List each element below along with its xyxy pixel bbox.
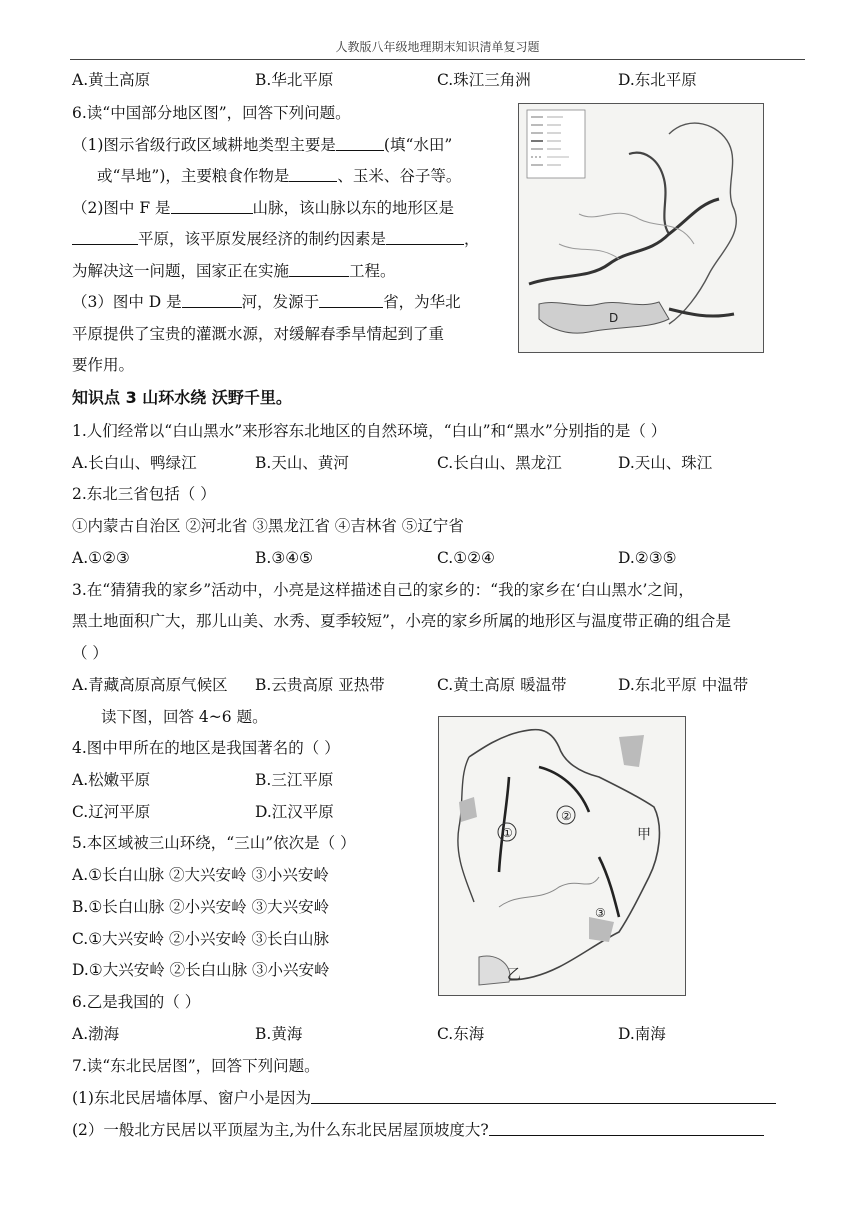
map-label-3: ③ [595,906,606,920]
q2-items: ①内蒙古自治区 ②河北省 ③黑龙江省 ④吉林省 ⑤辽宁省 [72,517,464,535]
q2-option-c: C.①②④ [437,549,495,567]
map-great-wall-line [529,199,719,284]
q6-title: 6.读“中国部分地区图”，回答下列问题。 [72,104,351,122]
map-label-d: D [609,311,619,325]
q5-option-c: C.①大兴安岭 ②小兴安岭 ③长白山脉 [72,930,329,948]
map-province-border [499,877,599,907]
map-border-east [669,123,736,324]
q6-part1-line1: （1)图示省级行政区域耕地类型主要是 (填“水田” [72,136,453,154]
q3-option-a: A.青藏高原高原气候区 [72,676,228,694]
q6b-stem: 6.乙是我国的（ ） [72,993,201,1011]
q1-option-d: D.天山、珠江 [618,454,713,472]
map-label-yi: 乙 [507,967,521,983]
map-mountain-1 [499,777,509,872]
q6-part2-line2: 平原，该平原发展经济的制约因素是 ， [72,229,480,249]
map-legend-box [527,110,585,178]
q6b-option-a: A.渤海 [72,1025,120,1043]
q6-part1-line2: 或“旱地”)，主要粮食作物是 、玉米、谷子等。 [97,167,462,185]
q3-line3: （ ） [72,644,108,662]
map-label-2: ② [561,809,572,823]
prev-option-a: A.黄土高原 [72,71,151,89]
q6-part3-line1: （3）图中 D 是 河，发源于 省，为华北 [72,293,461,311]
map-mountain-2 [539,767,589,812]
q6b-option-b: B.黄海 [255,1025,303,1043]
map-region-border [458,757,474,902]
answer-blank [386,229,464,245]
q7-part2: (2）一般北方民居以平顶屋为主,为什么东北民居屋顶坡度大? [72,1120,764,1140]
q2-option-a: A.①②③ [72,549,130,567]
map-river-basin [539,302,669,333]
answer-blank [311,1088,776,1104]
answer-blank [182,292,242,308]
q4-stem: 4.图中甲所在的地区是我国著名的（ ） [72,739,340,757]
prev-option-d: D.东北平原 [618,71,697,89]
answer-blank [289,261,349,277]
q4-option-a: A.松嫩平原 [72,771,151,789]
q7-stem: 7.读“东北民居图”，回答下列问题。 [72,1057,320,1075]
q5-option-b: B.①长白山脉 ②小兴安岭 ③大兴安岭 [72,898,330,916]
q3-option-c: C.黄土高原 暖温带 [437,676,567,694]
q3-option-d: D.东北平原 中温带 [618,676,749,694]
q3-option-b: B.云贵高原 亚热带 [255,676,385,694]
map-northeast [438,716,686,996]
map-sea-area [479,956,510,985]
map-hatch-area [619,735,644,767]
prev-option-b: B.华北平原 [255,71,334,89]
map-province-border [579,213,694,244]
map-mountain-range [629,153,669,234]
q4-option-d: D.江汉平原 [255,803,334,821]
q1-option-c: C.长白山、黑龙江 [437,454,562,472]
section-title: 知识点 3 山环水绕 沃野千里。 [72,388,292,407]
q4-option-b: B.三江平原 [255,771,334,789]
answer-blank [72,229,138,245]
header-divider [70,59,805,60]
q6-part2-line3: 为解决这一问题，国家正在实施 工程。 [72,262,396,280]
q6b-option-d: D.南海 [618,1025,666,1043]
q7-part1: (1)东北民居墙体厚、窗户小是因为 [72,1088,776,1108]
map-china-region-svg [519,104,763,352]
map-label-jia: 甲 [637,827,651,843]
q6-part3-line3: 要作用。 [72,356,135,374]
q6b-option-c: C.东海 [437,1025,485,1043]
answer-blank [489,1120,764,1136]
q1-stem: 1.人们经常以“白山黑水”来形容东北地区的自然环境，“白山”和“黑水”分别指的是（ ） [72,422,667,440]
map-intro: 读下图，回答 4~6 题。 [101,708,268,726]
q3-line2: 黑土地面积广大，那儿山美、水秀、夏季较短”，小亮的家乡所属的地形区与温度带正确的组合是 [72,612,731,630]
q1-option-b: B.天山、黄河 [255,454,349,472]
prev-option-c: C.珠江三角洲 [437,71,531,89]
answer-blank [336,135,384,151]
page-header: 人教版八年级地理期末知识清单复习题 [335,40,540,54]
q6-part3-line2: 平原提供了宝贵的灌溉水源，对缓解春季旱情起到了重 [72,325,445,343]
q2-option-b: B.③④⑤ [255,549,314,567]
q6-part2-line1: （2)图中 F 是 山脉，该山脉以东的地形区是 [72,199,455,217]
map-hatch-area [589,917,614,942]
map-region-border [469,730,659,980]
q2-option-d: D.②③⑤ [618,549,677,567]
answer-blank [319,292,383,308]
map-label-1: ① [502,826,513,840]
q5-option-a: A.①长白山脉 ②大兴安岭 ③小兴安岭 [72,866,329,884]
answer-blank [171,198,253,214]
answer-blank [289,166,337,182]
q2-stem: 2.东北三省包括（ ） [72,485,216,503]
q4-option-c: C.辽河平原 [72,803,151,821]
q5-option-d: D.①大兴安岭 ②长白山脉 ③小兴安岭 [72,961,330,979]
map-river [669,309,734,316]
q1-option-a: A.长白山、鸭绿江 [72,454,197,472]
map-northeast-svg [439,717,685,995]
q5-stem: 5.本区域被三山环绕，“三山”依次是（ ） [72,834,356,852]
map-china-region [518,103,764,353]
q3-line1: 3.在“猜猜我的家乡”活动中，小亮是这样描述自己的家乡的：“我的家乡在‘白山黑水’之间， [72,581,694,599]
map-province-border [559,244,619,259]
